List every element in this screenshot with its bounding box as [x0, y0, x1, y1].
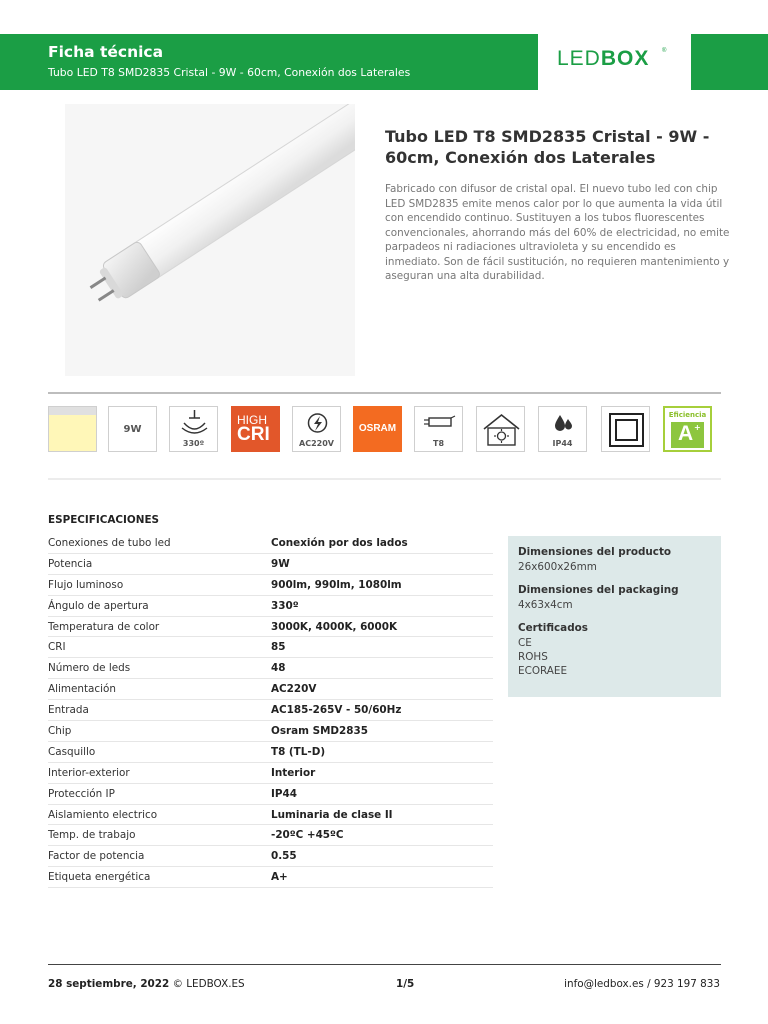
spec-label: Ángulo de apertura [48, 599, 149, 612]
specs-table [48, 533, 493, 888]
cri-label-bottom: CRI [237, 424, 270, 445]
spec-row [48, 825, 493, 846]
spec-value: T8 (TL-D) [271, 745, 326, 758]
spec-label: Aislamiento electrico [48, 808, 158, 821]
spec-value: Luminaria de clase II [271, 808, 393, 821]
tube-t8-icon [414, 406, 463, 452]
spec-row [48, 846, 493, 867]
class-ii-insulation-icon [601, 406, 650, 452]
efficiency-plus: + [694, 423, 701, 432]
spec-row [48, 637, 493, 658]
dimensions-panel [508, 536, 721, 697]
divider [48, 392, 721, 394]
logo-text-box: BOX [600, 47, 650, 70]
spec-row [48, 533, 493, 554]
spec-label: Conexiones de tubo led [48, 537, 171, 549]
certificates-label: Certificados [518, 622, 588, 634]
footer-site: © LEDBOX.ES [172, 978, 245, 990]
product-dimensions-value: 26x600x26mm [518, 561, 597, 573]
spec-row [48, 784, 493, 805]
spec-value: IP44 [271, 787, 297, 800]
footer-contact: info@ledbox.es / 923 197 833 [564, 978, 720, 990]
efficiency-class: A [678, 422, 694, 445]
header-subtitle: Tubo LED T8 SMD2835 Cristal - 9W - 60cm, Conexión dos Laterales [48, 66, 411, 79]
spec-label: Potencia [48, 557, 93, 570]
osram-logo-icon [353, 406, 402, 452]
packaging-dimensions-label: Dimensiones del packaging [518, 584, 679, 596]
voltage-label: AC220V [299, 439, 334, 448]
spec-value: AC220V [271, 683, 317, 696]
spec-row [48, 805, 493, 826]
product-dimensions-label: Dimensiones del producto [518, 546, 672, 558]
product-description: Fabricado con difusor de cristal opal. El nuevo tubo led con chip LED SMD2835 emite menos calor por lo que aumenta la vida útil con encendido continuo. Sustituyen a los tubos fluorescentes convencionales, ahorrando más del 60% de electricidad, no emite parpadeos ni radiaciones ultravioleta y su encendido es inmediato. Son de fácil sustitución, no requieren mantenimiento y aseguran una alta durabilidad. [385, 183, 730, 282]
spec-row [48, 617, 493, 638]
spec-label: Protección IP [48, 787, 115, 800]
spec-row [48, 658, 493, 679]
power-icon [108, 406, 157, 452]
logo-text-led: LED [557, 47, 601, 70]
spec-label: Factor de potencia [48, 850, 145, 863]
header-title: Ficha técnica [48, 43, 164, 61]
spec-label: Entrada [48, 704, 89, 717]
footer-divider [48, 964, 721, 965]
spec-label: Etiqueta energética [48, 871, 151, 884]
beam-angle-icon [169, 406, 218, 452]
water-drop-ip-icon [538, 406, 587, 452]
spec-row [48, 867, 493, 888]
spec-value: AC185-265V - 50/60Hz [271, 704, 402, 717]
certificate-item: ROHS [518, 651, 548, 663]
spec-label: CRI [48, 641, 66, 654]
spec-label: Interior-exterior [48, 766, 130, 779]
ip-label: IP44 [552, 439, 573, 448]
logo-registered-mark: ® [662, 48, 667, 54]
spec-label: Temperatura de color [48, 620, 160, 633]
cri-label-top: HIGH [237, 413, 267, 427]
spec-label: Número de leds [48, 662, 131, 675]
spec-label: Flujo luminoso [48, 578, 124, 591]
spec-label: Chip [48, 725, 72, 738]
spec-row [48, 554, 493, 575]
spec-value: 900lm, 990lm, 1080lm [271, 578, 402, 591]
certificate-item: CE [518, 637, 532, 649]
angle-label: 330º [182, 439, 205, 448]
spec-value: Interior [271, 766, 316, 779]
energy-efficiency-icon [663, 406, 712, 452]
specs-heading: ESPECIFICACIONES [48, 514, 160, 526]
certificate-item: ECORAEE [518, 665, 568, 677]
spec-value: A+ [271, 871, 288, 884]
spec-row [48, 575, 493, 596]
divider [48, 478, 721, 480]
spec-label: Alimentación [48, 683, 116, 696]
spec-label: Temp. de trabajo [48, 829, 136, 842]
spec-value: 0.55 [271, 850, 297, 863]
footer-date: 28 septiembre, 2022 [48, 978, 170, 990]
high-cri-icon [231, 406, 280, 452]
spec-row [48, 596, 493, 617]
spec-value: 48 [271, 662, 286, 675]
product-image [65, 104, 355, 376]
spec-label: Casquillo [48, 745, 96, 758]
ledbox-logo [538, 34, 691, 90]
spec-row [48, 721, 493, 742]
footer-date-site [48, 978, 245, 990]
osram-label: OSRAM [358, 423, 397, 434]
product-title: Tubo LED T8 SMD2835 Cristal - 9W - 60cm, Conexión dos Laterales [385, 127, 710, 167]
spec-value: 330º [271, 599, 299, 612]
tube-label: T8 [432, 439, 445, 448]
efficiency-label: Eficiencia [668, 411, 707, 419]
spec-row [48, 679, 493, 700]
header-bar [0, 34, 768, 90]
spec-value: 3000K, 4000K, 6000K [271, 620, 398, 633]
spec-value: 9W [271, 557, 290, 570]
power-label: 9W [123, 424, 142, 435]
spec-value: -20ºC +45ºC [271, 829, 344, 842]
spec-value: 85 [271, 641, 286, 654]
voltage-bolt-icon [292, 406, 341, 452]
packaging-dimensions-value: 4x63x4cm [518, 599, 573, 611]
spec-value: Osram SMD2835 [271, 725, 368, 738]
indoor-house-icon [476, 406, 525, 452]
spec-row [48, 700, 493, 721]
warm-light-icon [48, 406, 97, 452]
spec-value: Conexión por dos lados [271, 537, 408, 549]
spec-row [48, 763, 493, 784]
spec-row [48, 742, 493, 763]
page-number: 1/5 [396, 978, 415, 990]
